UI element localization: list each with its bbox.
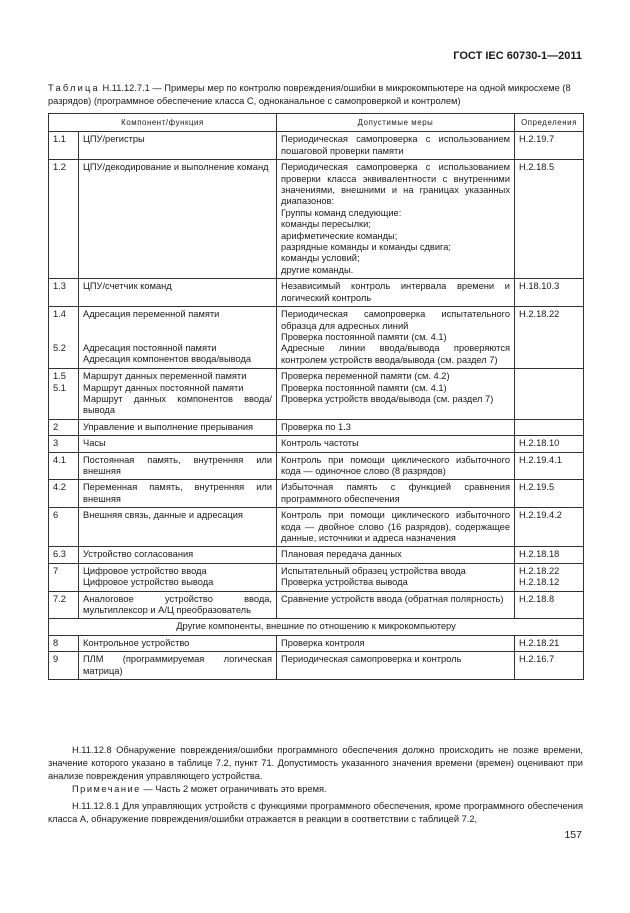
definition-cell — [515, 307, 584, 369]
component-cell — [79, 591, 277, 619]
table-row — [49, 307, 584, 369]
row-number-line: 1.3 — [53, 281, 66, 292]
definition-cell-line: Н.2.19.4.1 — [519, 454, 562, 465]
column-header-component: Компонент/функция — [49, 114, 277, 132]
component-cell — [79, 480, 277, 508]
definition-cell — [515, 563, 584, 591]
row-number-line: 8 — [53, 637, 59, 648]
row-number — [49, 436, 79, 452]
paragraph-h111281 — [48, 800, 583, 826]
measure-cell — [277, 436, 515, 452]
row-number-line: 2 — [53, 421, 59, 432]
standard-header: ГОСТ IEC 60730-1—2011 — [453, 50, 582, 62]
component-cell-line: Аналоговое устройство ввода, мультиплексор и А/Ц преобразователь — [83, 593, 273, 616]
component-cell-line: Адресация переменной памяти — [83, 309, 220, 320]
component-cell-line: ЦПУ/счетчик команд — [83, 281, 172, 292]
page-number: 157 — [564, 829, 582, 841]
row-number — [49, 508, 79, 547]
measure-cell-line: арифметические команды; — [281, 230, 398, 241]
measure-cell-line: Адресные линии ввода/вывода проверяются контролем устройств ввода/вывода (см. раздел 7) — [281, 343, 511, 365]
row-number — [49, 652, 79, 680]
paragraph-h111281-text: Н.11.12.8.1 Для управляющих устройств с функциями программного обеспечения, кроме программного обеспечения класса А, обнаружение повреждения/ошибки отражается в реакции в соответствии с таблицей 7.2, — [48, 801, 583, 824]
row-number-line: 1.2 — [53, 162, 66, 173]
row-number — [49, 419, 79, 435]
measure-cell — [277, 369, 515, 420]
row-number — [49, 591, 79, 619]
measure-cell — [277, 132, 515, 160]
measure-cell — [277, 452, 515, 480]
table-row — [49, 279, 584, 307]
definition-cell — [515, 591, 584, 619]
row-number-line: 6 — [53, 510, 59, 521]
measure-cell — [277, 591, 515, 619]
component-cell — [79, 452, 277, 480]
component-cell-line: Постоянная память, внутренняя или внешняя — [83, 454, 273, 476]
measure-cell — [277, 563, 515, 591]
measure-cell-line: Проверка постоянной памяти (см. 4.1) — [281, 331, 447, 342]
note-text: — Часть 2 может ограничивать это время. — [140, 784, 327, 794]
row-number — [49, 160, 79, 279]
table-caption-text: Н.11.12.7.1 — Примеры мер по контролю повреждения/ошибки в микрокомпьютере на одной микросхеме (8 разрядов) (программное обеспечение класса С, одноканальное с самопроверкой и контролем) — [48, 83, 571, 106]
table-row — [49, 508, 584, 547]
component-cell-line: Маршрут данных компонентов ввода/вывода — [83, 393, 273, 416]
row-number-line: 5.1 — [53, 382, 66, 393]
measure-cell-line: Сравнение устройств ввода (обратная полярность) — [281, 593, 504, 604]
row-number-line: 9 — [53, 654, 59, 665]
measure-cell-line: Проверка постоянной памяти (см. 4.1) — [281, 382, 447, 393]
definition-cell-line: Н.2.19.5 — [519, 482, 555, 493]
row-number — [49, 452, 79, 480]
component-cell-line: Контрольное устройство — [83, 637, 190, 648]
measure-cell — [277, 652, 515, 680]
row-number — [49, 547, 79, 563]
row-number — [49, 635, 79, 651]
definition-cell — [515, 452, 584, 480]
paragraph-h11128-text: Н.11.12.8 Обнаружение повреждения/ошибки программного обеспечения должно происходить не позже времени, значение которого указано в таблице 7.2, пункт 71. Допустимость указанного значения времени (времен) оценивают при анализе повреждения управляющего устройства. — [48, 745, 583, 781]
component-cell-line: Внешняя связь, данные и адресация — [83, 510, 243, 521]
measure-cell-line: команды условий; — [281, 253, 360, 264]
component-cell-line: Маршрут данных постоянной памяти — [83, 382, 244, 393]
table-row — [49, 419, 584, 435]
table-row — [49, 436, 584, 452]
column-header-measures: Допустимые меры — [277, 114, 515, 132]
row-number-line: 5.2 — [53, 342, 66, 353]
table-caption-label: Таблица — [48, 83, 100, 93]
table-row — [49, 452, 584, 480]
measure-cell-line: Проверка устройств ввода/вывода (см. раздел 7) — [281, 393, 494, 404]
definition-cell-line: Н.2.18.21 — [519, 637, 560, 648]
row-number-line: 7.2 — [53, 593, 66, 604]
measure-cell-line: команды пересылки; — [281, 219, 371, 230]
table-caption — [48, 82, 583, 107]
definition-cell-line: Н.2.18.8 — [519, 593, 555, 604]
table-row — [49, 563, 584, 591]
component-cell-line: Маршрут данных переменной памяти — [83, 371, 247, 382]
measure-cell-line: Плановая передача данных — [281, 549, 402, 560]
measure-cell-line: Контроль при помощи циклического избыточного кода — одиночное слово (8 разрядов) — [281, 454, 511, 476]
definition-cell-line: Н.2.18.10 — [519, 438, 560, 449]
table-row — [49, 547, 584, 563]
component-cell — [79, 369, 277, 420]
measure-cell — [277, 508, 515, 547]
definition-cell-line: Н.2.16.7 — [519, 654, 555, 665]
component-cell-line: Управление и выполнение прерывания — [83, 421, 254, 432]
table-row — [49, 160, 584, 279]
row-number — [49, 279, 79, 307]
definition-cell-line: Н.2.19.4.2 — [519, 510, 562, 521]
measure-cell-line: Проверка переменной памяти (см. 4.2) — [281, 371, 450, 382]
definition-cell-line: Н.18.10.3 — [519, 281, 560, 292]
definition-cell — [515, 480, 584, 508]
component-cell-line — [83, 321, 272, 332]
definition-cell-line: Н.2.18.5 — [519, 162, 555, 173]
measure-cell — [277, 307, 515, 369]
row-number — [49, 307, 79, 369]
row-number-line: 6.3 — [53, 549, 66, 560]
section-title: Другие компоненты, внешние по отношению к микрокомпьютеру — [49, 619, 584, 635]
table-row — [49, 591, 584, 619]
table-row — [49, 132, 584, 160]
row-number — [49, 563, 79, 591]
component-cell-line: Адресация компонентов ввода/вывода — [83, 353, 252, 364]
measure-cell-line: Избыточная память с функцией сравнения программного обеспечения — [281, 482, 511, 504]
component-cell — [79, 307, 277, 369]
measure-cell-line: Периодическая самопроверка и контроль — [281, 654, 462, 665]
measure-cell — [277, 160, 515, 279]
table-row — [49, 480, 584, 508]
row-number-line: 3 — [53, 438, 59, 449]
definition-cell — [515, 508, 584, 547]
row-number — [49, 480, 79, 508]
measure-cell — [277, 635, 515, 651]
table-section-row — [49, 619, 584, 635]
measure-cell-line: другие команды. — [281, 264, 354, 275]
measure-cell-line: Испытательный образец устройства ввода — [281, 565, 466, 576]
measure-cell-line: Периодическая самопроверка с использованием проверки класса эквивалентности с внутренними значениями, внешними и на границах указанных диапазонов: — [281, 162, 511, 207]
row-number-line: 7 — [53, 565, 59, 576]
definition-cell-line: Н.2.19.7 — [519, 134, 555, 145]
column-header-definitions: Определения — [515, 114, 584, 132]
component-cell-line: ЦПУ/регистры — [83, 134, 145, 145]
definition-cell — [515, 419, 584, 435]
table-row — [49, 369, 584, 420]
component-cell-line: ЦПУ/декодирование и выполнение команд — [83, 162, 269, 173]
measure-cell-line: Периодическая самопроверка испытательного образца для адресных линий — [281, 309, 511, 331]
row-number — [49, 369, 79, 420]
definition-cell — [515, 279, 584, 307]
component-cell — [79, 563, 277, 591]
component-cell — [79, 132, 277, 160]
component-cell-line: Цифровое устройство вывода — [83, 577, 214, 588]
measure-cell-line: разрядные команды и команды сдвига; — [281, 242, 451, 253]
definition-cell — [515, 652, 584, 680]
definition-cell-line: Н.2.18.22 — [519, 565, 560, 576]
measure-cell-line: Контроль частоты — [281, 438, 359, 449]
definition-cell — [515, 635, 584, 651]
component-cell-line — [83, 332, 272, 343]
definition-cell — [515, 547, 584, 563]
component-cell — [79, 652, 277, 680]
table-row — [49, 635, 584, 651]
measure-cell-line: Проверка по 1.3 — [281, 421, 351, 432]
measure-cell — [277, 419, 515, 435]
table-body — [49, 132, 584, 680]
row-number-line — [53, 332, 74, 343]
row-number-line: 4.2 — [53, 482, 66, 493]
measure-cell — [277, 547, 515, 563]
row-number-line: 1.4 — [53, 309, 66, 320]
row-number-line: 1.5 — [53, 371, 66, 382]
component-cell — [79, 279, 277, 307]
component-cell — [79, 547, 277, 563]
row-number-line: 4.1 — [53, 454, 66, 465]
row-number-line — [53, 321, 74, 332]
component-cell — [79, 419, 277, 435]
measure-cell-line: Независимый контроль интервала времени и логический контроль — [281, 281, 511, 303]
definition-cell-line: Н.2.18.22 — [519, 309, 560, 320]
definition-cell — [515, 436, 584, 452]
component-cell-line: Часы — [83, 438, 106, 449]
measures-table — [48, 113, 584, 680]
definition-cell-line: Н.2.18.12 — [519, 577, 560, 588]
definition-cell — [515, 369, 584, 420]
measure-cell-line: Контроль при помощи циклического избыточного кода — двойное слово (16 разрядов), содержащее данные, источники и адреса назначения — [281, 510, 511, 543]
component-cell-line: Цифровое устройство ввода — [83, 565, 207, 576]
measure-cell-line: Группы команд следующие: — [281, 207, 402, 218]
paragraph-h11128 — [48, 744, 583, 782]
component-cell — [79, 635, 277, 651]
note — [48, 783, 583, 796]
table-row — [49, 652, 584, 680]
note-label: Примечание — [72, 784, 141, 794]
component-cell-line: Переменная память, внутренняя или внешняя — [83, 482, 273, 504]
row-number-line: 1.1 — [53, 134, 66, 145]
measure-cell-line: Проверка контроля — [281, 637, 365, 648]
row-number — [49, 132, 79, 160]
component-cell-line: Устройство согласования — [83, 549, 194, 560]
measure-cell — [277, 279, 515, 307]
measure-cell — [277, 480, 515, 508]
component-cell-line: Адресация постоянной памяти — [83, 342, 217, 353]
component-cell — [79, 508, 277, 547]
component-cell — [79, 436, 277, 452]
component-cell-line: ПЛМ (программируемая логическая матрица) — [83, 654, 273, 676]
definition-cell — [515, 160, 584, 279]
definition-cell-line: Н.2.18.18 — [519, 549, 560, 560]
table-header-row — [49, 114, 584, 132]
measure-cell-line: Периодическая самопроверка с использованием пошаговой проверки памяти — [281, 134, 511, 156]
definition-cell — [515, 132, 584, 160]
component-cell — [79, 160, 277, 279]
measure-cell-line: Проверка устройства вывода — [281, 577, 408, 588]
